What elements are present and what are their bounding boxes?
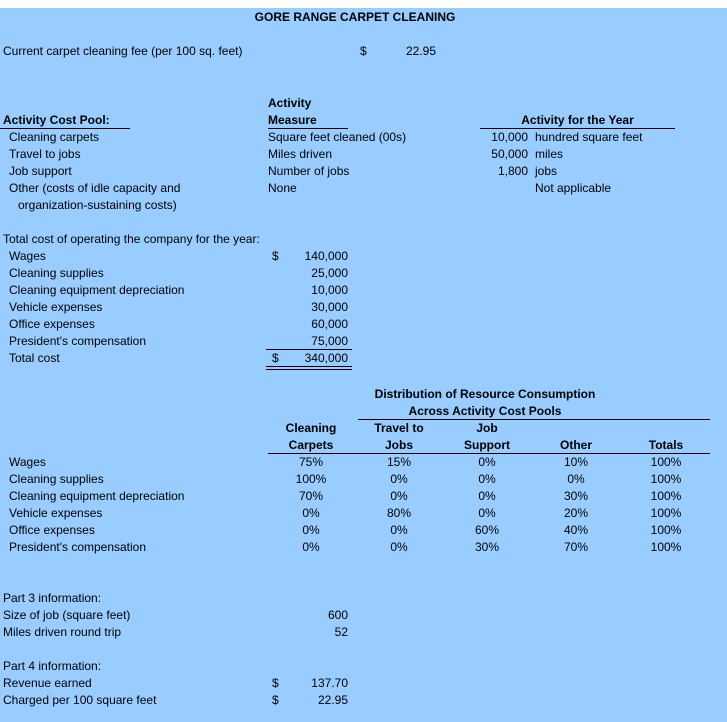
part4-currency: $ (272, 676, 279, 690)
col-header-line2: Support (464, 438, 510, 452)
cost-item-value: 25,000 (311, 266, 348, 280)
part4-label: Charged per 100 square feet (3, 693, 157, 707)
total-cost-label: Total cost of operating the company for the year: (3, 232, 260, 246)
total-cost-currency: $ (272, 249, 279, 263)
activity-measure-header-1: Activity (268, 96, 312, 110)
col-header-line1: Travel to (374, 421, 424, 435)
pool-amount: 1,800 (497, 164, 528, 178)
dist-cell: 10% (563, 455, 589, 469)
part4-value: 137.70 (311, 676, 348, 690)
dist-cell: 0% (478, 489, 496, 503)
distribution-title-1: Distribution of Resource Consumption (374, 387, 596, 401)
col-header-line2: Other (559, 438, 592, 452)
top-strip (0, 0, 727, 8)
total-cost-row-label: Total cost (9, 351, 60, 365)
pool-measure: None (268, 181, 297, 195)
part3-value: 600 (327, 608, 348, 622)
cost-item-name: Cleaning equipment depreciation (9, 283, 185, 297)
dist-cell: 0% (478, 455, 496, 469)
dist-cell: 0% (390, 489, 408, 503)
dist-cell: 70% (563, 540, 589, 554)
col-header-line1: Cleaning (285, 421, 337, 435)
distribution-title-2: Across Activity Cost Pools (408, 404, 562, 418)
dist-cell: 75% (298, 455, 324, 469)
dist-row-name: Cleaning supplies (9, 472, 104, 486)
dist-row-name: Cleaning equipment depreciation (9, 489, 185, 503)
pool-measure: Miles driven (268, 147, 333, 161)
cost-item-name: Vehicle expenses (9, 300, 103, 314)
cost-item-value: 75,000 (311, 334, 348, 348)
pool-measure: Square feet cleaned (00s) (268, 130, 407, 144)
dist-cell: 80% (386, 506, 412, 520)
cost-item-name: President's compensation (9, 334, 147, 348)
dist-cell: 100% (650, 506, 682, 520)
dist-cell: 0% (302, 540, 320, 554)
pool-name: Travel to jobs (9, 147, 81, 161)
pool-amount (470, 180, 528, 197)
part4-heading: Part 4 information: (3, 659, 102, 673)
col-header-line2: Totals (648, 438, 684, 452)
activity-measure-header-2: Measure (268, 113, 317, 127)
cost-item-value: 60,000 (311, 317, 348, 331)
dist-cell: 0% (478, 506, 496, 520)
dist-cell: 100% (295, 472, 327, 486)
dist-cell: 100% (650, 472, 682, 486)
pool-name: Cleaning carpets (9, 130, 100, 144)
dist-row-name: Office expenses (9, 523, 95, 537)
cost-item-value: 30,000 (311, 300, 348, 314)
pool-unit: Not applicable (535, 181, 612, 195)
dist-cell: 0% (478, 472, 496, 486)
dist-cell: 100% (650, 523, 682, 537)
dist-cell: 0% (567, 472, 585, 486)
pool-amount: 50,000 (491, 147, 528, 161)
part4-currency: $ (272, 693, 279, 707)
dist-cell: 60% (474, 523, 500, 537)
cost-item-name: Cleaning supplies (9, 266, 104, 280)
dist-cell: 15% (386, 455, 412, 469)
cost-item-name: Wages (9, 249, 46, 263)
dist-row-name: President's compensation (9, 540, 147, 554)
dist-cell: 100% (650, 455, 682, 469)
part3-label: Size of job (square feet) (3, 608, 131, 622)
col-header-line1: Job (476, 421, 498, 435)
fee-label: Current carpet cleaning fee (per 100 sq. feet) (3, 44, 243, 58)
page-title: GORE RANGE CARPET CLEANING (254, 10, 456, 24)
dist-cell: 0% (390, 472, 408, 486)
pool-amount: 10,000 (491, 130, 528, 144)
dist-cell: 100% (650, 540, 682, 554)
part4-value: 22.95 (317, 693, 348, 707)
pool-measure: Number of jobs (268, 164, 350, 178)
dist-cell: 100% (650, 489, 682, 503)
total-cost-row-currency: $ (272, 351, 279, 365)
pool-name: Job support (9, 164, 72, 178)
dist-cell: 0% (302, 523, 320, 537)
cost-item-value: 10,000 (311, 283, 348, 297)
part3-value: 52 (334, 625, 348, 639)
col-header-line2: Jobs (384, 438, 413, 452)
pool-unit: miles (535, 147, 564, 161)
cost-item-name: Office expenses (9, 317, 95, 331)
total-cost-value: 340,000 (304, 351, 348, 365)
total-double-rule (266, 366, 352, 370)
pool-name: Other (costs of idle capacity and (9, 181, 181, 195)
activity-year-header: Activity for the Year (521, 113, 634, 127)
fee-currency: $ (360, 44, 367, 58)
dist-cell: 0% (390, 540, 408, 554)
part3-heading: Part 3 information: (3, 591, 102, 605)
activity-pool-header: Activity Cost Pool: (3, 113, 110, 127)
dist-cell: 30% (563, 489, 589, 503)
dist-row-name: Wages (9, 455, 46, 469)
dist-cell: 0% (390, 523, 408, 537)
col-header-line2: Carpets (288, 438, 334, 452)
dist-row-name: Vehicle expenses (9, 506, 103, 520)
dist-cell: 20% (563, 506, 589, 520)
pool-unit: jobs (535, 164, 558, 178)
dist-cell: 0% (302, 506, 320, 520)
cost-item-value: 140,000 (304, 249, 348, 263)
dist-cell: 40% (563, 523, 589, 537)
pool-unit: hundred square feet (535, 130, 643, 144)
fee-value: 22.95 (405, 44, 436, 58)
part3-label: Miles driven round trip (3, 625, 122, 639)
pool-name-continued: organization-sustaining costs) (18, 198, 177, 212)
dist-cell: 30% (474, 540, 500, 554)
part4-label: Revenue earned (3, 676, 92, 690)
dist-cell: 70% (298, 489, 324, 503)
